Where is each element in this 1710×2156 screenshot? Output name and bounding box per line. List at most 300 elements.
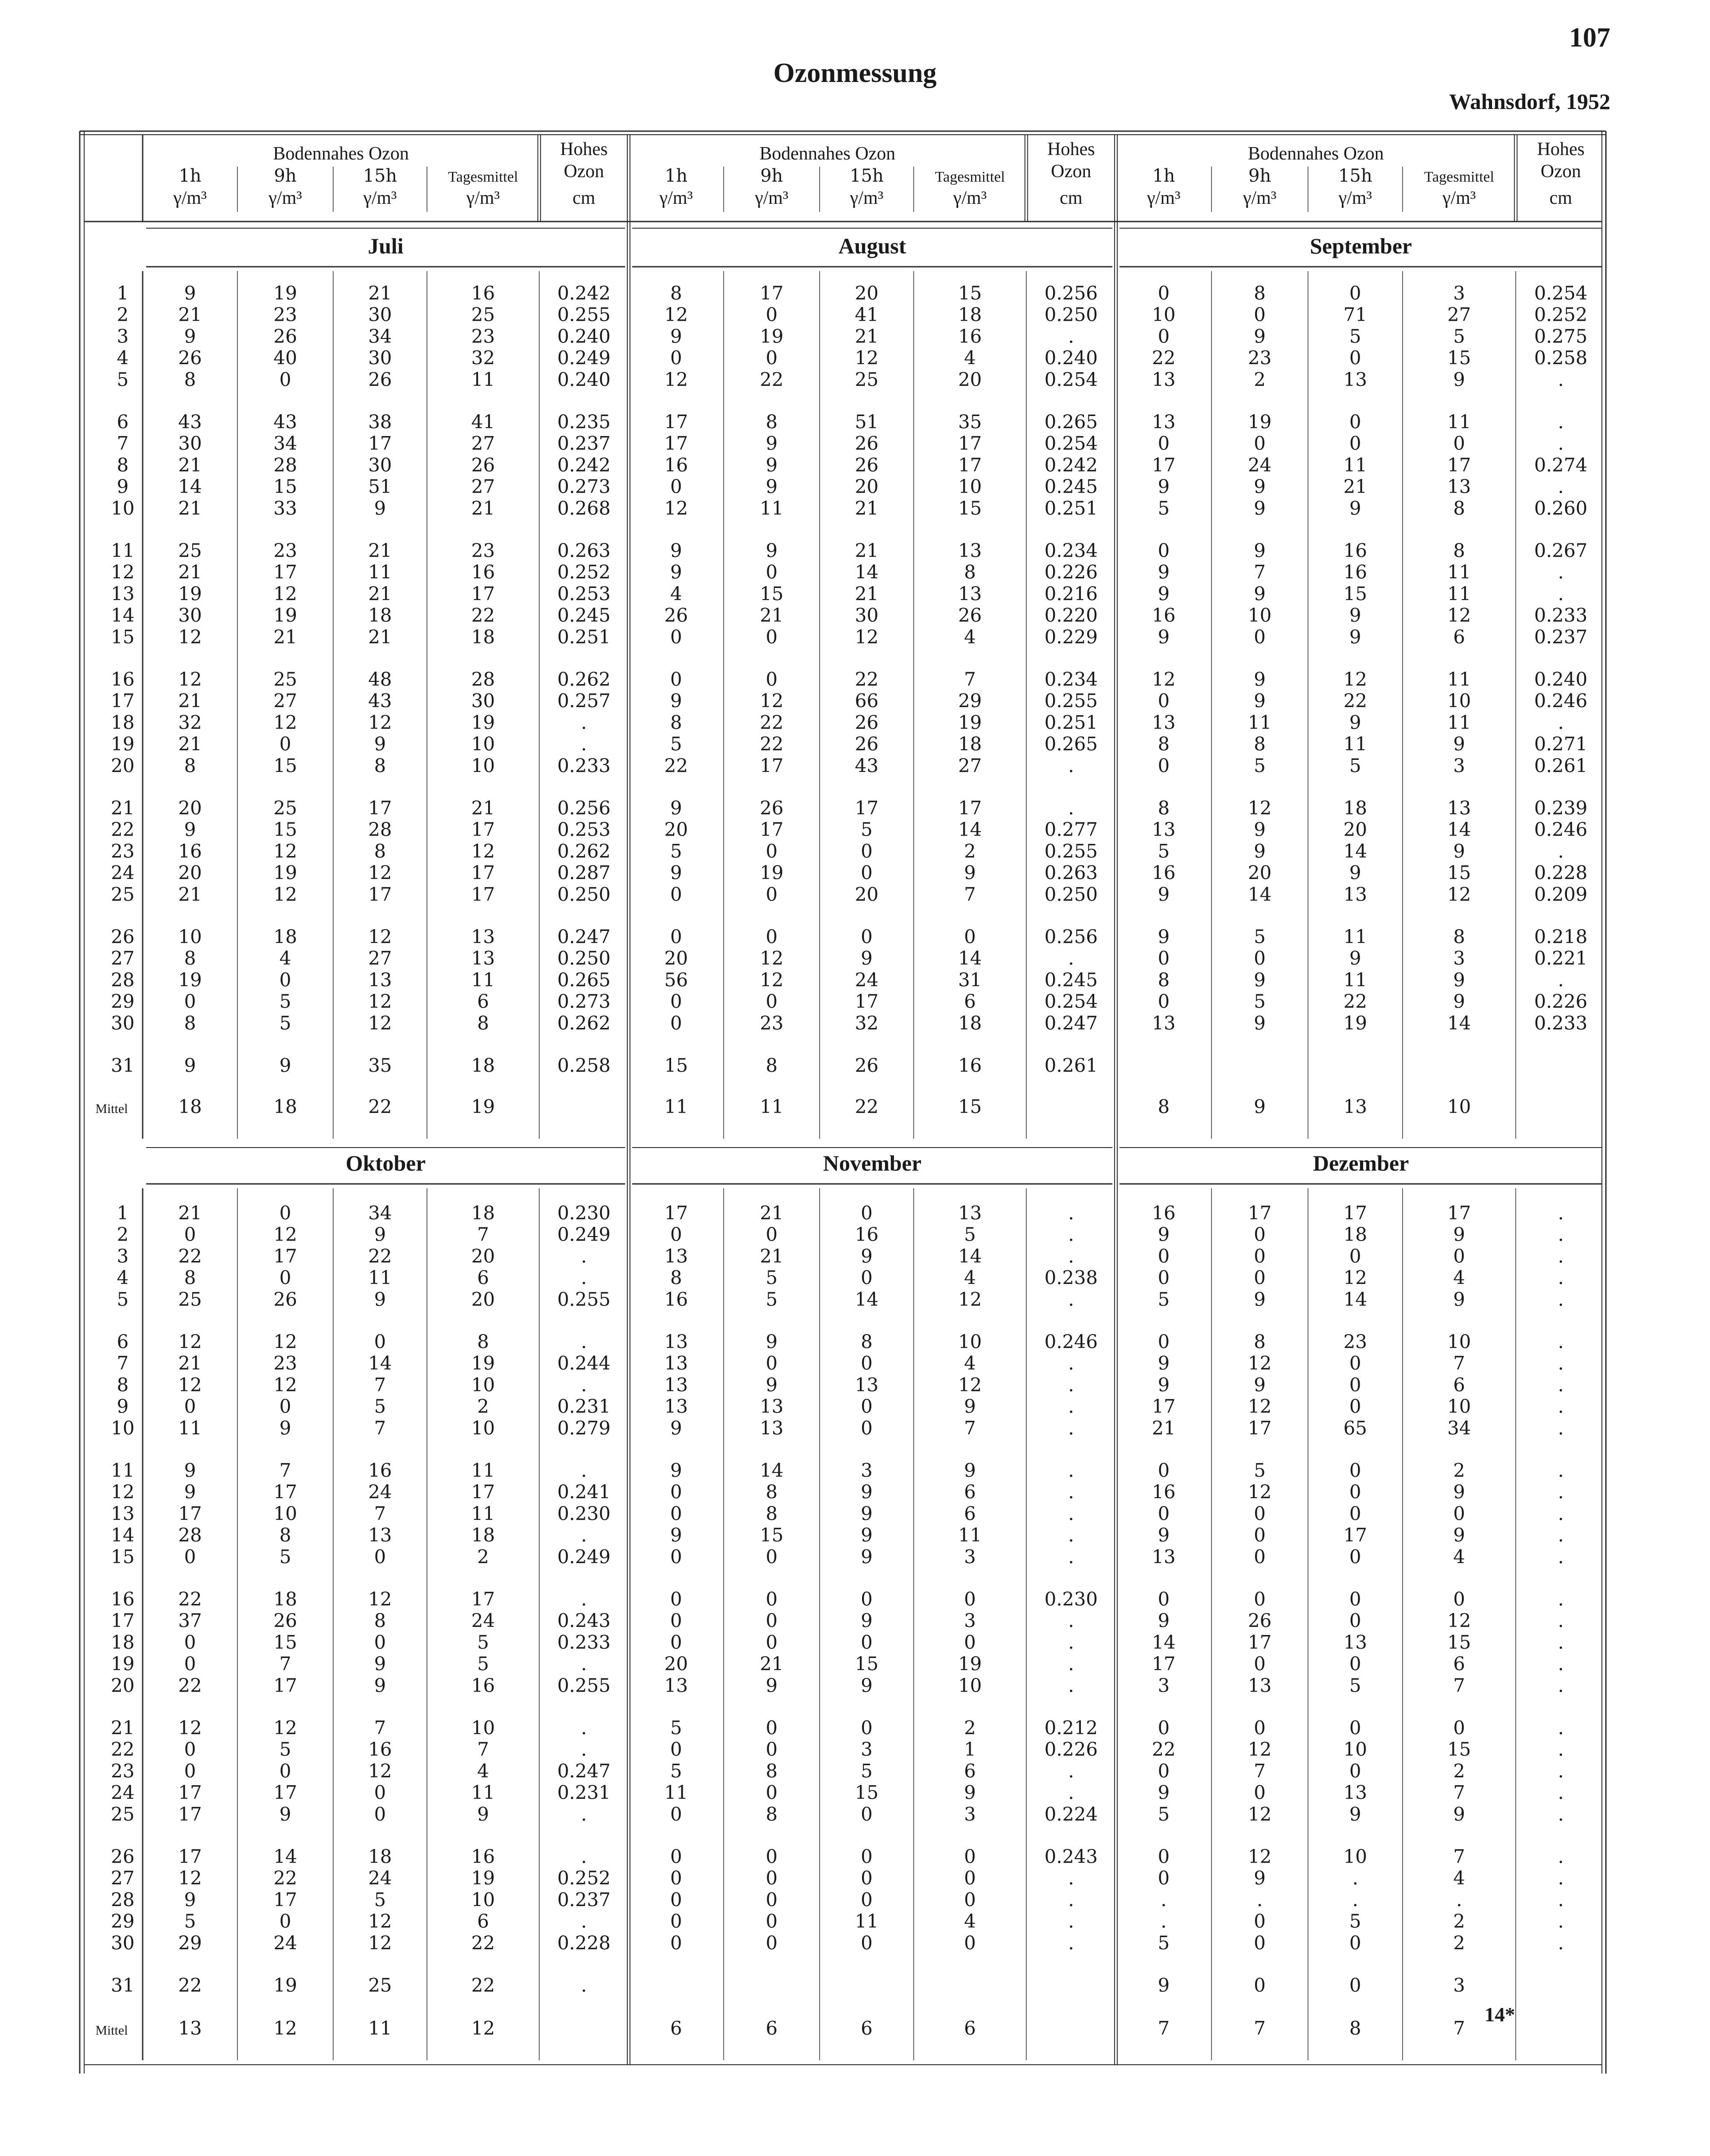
ozone-value: 11	[1343, 733, 1368, 755]
ozone-value: 21	[178, 497, 202, 519]
ozone-value: 0	[670, 1545, 682, 1568]
day-label: 31	[111, 1055, 135, 1076]
ozone-value: 8	[860, 1331, 873, 1353]
ozone-value: 26	[664, 604, 688, 627]
ozone-value: 7	[477, 1738, 489, 1760]
ozone-value: 0	[670, 1631, 682, 1653]
ozone-value: 11	[1343, 969, 1368, 991]
ozone-value: 9	[374, 1674, 386, 1697]
ozone-value: 0	[670, 668, 682, 690]
ozone-value: 12	[958, 1374, 982, 1396]
hohes-ozon-value: .	[1558, 475, 1564, 498]
ozone-value: 5	[1158, 1932, 1170, 1954]
ozone-value: 12	[1447, 883, 1471, 905]
day-label: 22	[111, 1738, 135, 1760]
ozone-value: 0	[1453, 1588, 1465, 1610]
ozone-value: 9	[374, 1653, 386, 1675]
monthly-mean: 7	[1453, 2017, 1465, 2039]
ozone-value: 0	[964, 1932, 976, 1954]
ozone-value: 0	[279, 368, 291, 390]
ozone-value: 14	[855, 1288, 879, 1310]
ozone-value: 0	[1158, 1717, 1170, 1739]
ozone-value: 9	[1158, 1610, 1170, 1632]
ozone-value: 0	[670, 1803, 682, 1825]
ozone-value: 17	[664, 432, 688, 455]
ozone-value: 0	[964, 1867, 976, 1889]
ozone-value: 9	[1349, 862, 1361, 884]
ozone-value: 10	[1248, 604, 1272, 627]
ozone-value: 19	[760, 862, 784, 884]
ozone-value: 9	[184, 818, 196, 841]
ozone-value: 0	[1453, 1717, 1465, 1739]
hohes-ozon-value: .	[1068, 1867, 1074, 1889]
ozone-value: 12	[760, 969, 784, 991]
ozone-value: 10	[471, 755, 495, 777]
ozone-value: 0	[670, 1223, 682, 1245]
ozone-value: 0	[1158, 690, 1170, 712]
ozone-value: 0	[184, 990, 196, 1012]
column-caption-1h: 1h	[179, 166, 202, 186]
ozone-value: 13	[958, 583, 982, 605]
hohes-ozon-value: 0.250	[557, 883, 611, 905]
ozone-value: 5	[279, 1545, 291, 1568]
ozone-value: 17	[1248, 1202, 1272, 1224]
ozone-value: 0	[1254, 1588, 1266, 1610]
ozone-value: 12	[855, 347, 879, 369]
ozone-value: 22	[760, 368, 784, 390]
ozone-value: 9	[184, 1459, 196, 1481]
ozone-value: 12	[1343, 668, 1368, 690]
hohes-ozon-value: 0.233	[557, 1631, 611, 1653]
ozone-value: 4	[670, 583, 682, 605]
ozone-value: 16	[178, 840, 202, 862]
ozone-value: 11	[855, 1910, 879, 1932]
ozone-value: 17	[273, 1674, 297, 1697]
hohes-ozon-value: .	[1558, 432, 1564, 455]
ozone-value: 17	[178, 1845, 202, 1868]
ozone-value: 10	[958, 1331, 982, 1353]
ozone-value: 29	[958, 690, 982, 712]
ozone-value: 5	[1349, 755, 1361, 777]
ozone-value: 10	[1343, 1845, 1368, 1868]
ozone-value: 0	[766, 1845, 778, 1868]
ozone-value: 17	[471, 862, 495, 884]
ozone-value: 2	[1453, 1910, 1465, 1932]
ozone-value: 13	[664, 1352, 688, 1374]
ozone-value: 9	[1453, 840, 1465, 862]
ozone-value: 16	[471, 1845, 495, 1868]
hohes-ozon-value: .	[1558, 1288, 1564, 1310]
ozone-value: 0	[766, 1610, 778, 1632]
ozone-value: 9	[1254, 1867, 1266, 1889]
hohes-ozon-value: .	[1068, 1352, 1074, 1374]
ozone-value: 7	[1453, 1845, 1465, 1868]
ozone-value: 38	[368, 411, 392, 433]
ozone-value: 4	[1453, 1867, 1465, 1889]
ozone-value: 9	[860, 1545, 873, 1568]
hohes-ozon-value: .	[1068, 1395, 1074, 1417]
ozone-value: 7	[1254, 1760, 1266, 1782]
ozone-value: 0	[1254, 432, 1266, 455]
ozone-value: 9	[1158, 883, 1170, 905]
hohes-ozon-value: .	[1558, 1910, 1564, 1932]
day-label: 15	[111, 626, 135, 648]
ozone-value: 16	[958, 1055, 982, 1076]
day-label: 24	[111, 862, 135, 884]
ozone-value: 9	[1254, 325, 1266, 347]
hohes-ozon-value: .	[1068, 1202, 1074, 1224]
ozone-value: 4	[964, 1352, 976, 1374]
ozone-value: 16	[471, 561, 495, 583]
ozone-value: 26	[368, 368, 392, 390]
ozone-value: 9	[1254, 475, 1266, 498]
day-label: 2	[117, 304, 129, 326]
column-unit: γ/m³	[659, 188, 693, 208]
header-hohes: Hohes	[560, 139, 608, 160]
mittel-label: Mittel	[95, 1101, 128, 1116]
ozone-value: 9	[1254, 969, 1266, 991]
hohes-ozon-value: 0.247	[557, 1760, 611, 1782]
ozone-value: 4	[279, 947, 291, 969]
hohes-ozon-value: 0.253	[557, 583, 611, 605]
monthly-mean: 15	[958, 1096, 982, 1117]
ozone-value: 8	[1254, 282, 1266, 304]
ozone-value: .	[1161, 1910, 1167, 1932]
ozone-value: 0	[1254, 947, 1266, 969]
ozone-value: 6	[477, 1267, 489, 1289]
ozone-value: 9	[1254, 1374, 1266, 1396]
hohes-ozon-value: 0.230	[557, 1202, 611, 1224]
ozone-value: 22	[178, 1974, 202, 1996]
ozone-value: 5	[1254, 990, 1266, 1012]
ozone-value: 11	[471, 1782, 495, 1804]
mittel-label: Mittel	[95, 2023, 128, 2038]
ozone-value: 22	[760, 711, 784, 733]
ozone-value: 9	[374, 497, 386, 519]
hohes-ozon-value: .	[581, 1588, 587, 1610]
ozone-value: 11	[1447, 711, 1471, 733]
day-label: 17	[111, 1610, 135, 1632]
ozone-value: 9	[1254, 668, 1266, 690]
day-label: 3	[117, 1245, 129, 1267]
ozone-value: 9	[279, 1417, 291, 1439]
day-label: 11	[111, 1459, 135, 1481]
ozone-value: 15	[273, 755, 297, 777]
ozone-value: 13	[855, 1374, 879, 1396]
hohes-ozon-value: 0.245	[557, 604, 611, 627]
ozone-value: 27	[958, 755, 982, 777]
ozone-value: 14	[368, 1352, 392, 1374]
ozone-value: 48	[368, 668, 392, 690]
ozone-value: 16	[471, 282, 495, 304]
hohes-ozon-value: .	[581, 1267, 587, 1289]
ozone-value: 5	[374, 1888, 386, 1911]
hohes-ozon-value: .	[1558, 1374, 1564, 1396]
ozone-value: 20	[471, 1245, 495, 1267]
ozone-value: 19	[178, 583, 202, 605]
ozone-value: 9	[1349, 947, 1361, 969]
ozone-value: 0	[860, 1717, 873, 1739]
ozone-value: 8	[1158, 797, 1170, 819]
ozone-value: 15	[958, 497, 982, 519]
ozone-value: 8	[1453, 497, 1465, 519]
month-name: Oktober	[346, 1151, 426, 1175]
ozone-value: 25	[273, 797, 297, 819]
ozone-value: 9	[766, 432, 778, 455]
ozone-value: 0	[279, 969, 291, 991]
ozone-value: 9	[374, 733, 386, 755]
hohes-ozon-value: .	[1558, 1845, 1564, 1868]
ozone-value: 0	[1349, 1502, 1361, 1525]
ozone-value: 0	[374, 1631, 386, 1653]
ozone-value: 26	[760, 797, 784, 819]
ozone-value: 25	[471, 304, 495, 326]
ozone-value: 11	[1343, 454, 1368, 476]
ozone-value: 0	[670, 990, 682, 1012]
ozone-value: 41	[471, 411, 495, 433]
ozone-value: 0	[1158, 1845, 1170, 1868]
ozone-value: 9	[1349, 497, 1361, 519]
monthly-mean: 10	[1447, 1096, 1471, 1117]
column-caption-tagesmittel: Tagesmittel	[1424, 169, 1494, 185]
hohes-ozon-value: .	[1558, 583, 1564, 605]
ozone-value: 5	[279, 1012, 291, 1034]
ozone-value: 25	[368, 1974, 392, 1996]
day-label: 1	[117, 282, 129, 304]
monthly-mean: 13	[178, 2017, 202, 2039]
ozone-value: 21	[178, 733, 202, 755]
ozone-value: .	[1352, 1867, 1358, 1889]
ozone-value: 0	[766, 1888, 778, 1911]
hohes-ozon-value: .	[581, 1653, 587, 1675]
ozone-value: 19	[178, 969, 202, 991]
ozone-value: 0	[1158, 1588, 1170, 1610]
ozone-value: 18	[958, 733, 982, 755]
hohes-ozon-value: 0.262	[557, 1012, 611, 1034]
ozone-value: 0	[860, 1803, 873, 1825]
ozone-value: 5	[860, 818, 873, 841]
ozone-value: 3	[860, 1459, 873, 1481]
ozone-value: 16	[664, 1288, 688, 1310]
ozone-value: 12	[1248, 1738, 1272, 1760]
hohes-ozon-value: 0.265	[1044, 733, 1098, 755]
hohes-ozon-value: 0.256	[557, 797, 611, 819]
ozone-value: 13	[1152, 1545, 1176, 1568]
hohes-ozon-value: 0.242	[557, 282, 611, 304]
monthly-mean: 6	[670, 2017, 682, 2039]
ozone-value: 0	[670, 1610, 682, 1632]
hohes-ozon-value: 0.263	[557, 540, 611, 561]
ozone-value: 0	[1254, 1223, 1266, 1245]
ozone-value: 2	[964, 1717, 976, 1739]
column-caption-1h: 1h	[665, 166, 688, 186]
ozone-value: 0	[964, 1631, 976, 1653]
hohes-ozon-value: 0.249	[557, 1545, 611, 1568]
ozone-value: 21	[760, 604, 784, 627]
ozone-value: 0	[1254, 1267, 1266, 1289]
ozone-value: 8	[1158, 733, 1170, 755]
ozone-value: 12	[273, 883, 297, 905]
ozone-value: 9	[184, 1055, 196, 1076]
ozone-value: 16	[368, 1459, 392, 1481]
ozone-value: 71	[1343, 304, 1368, 326]
ozone-value: 14	[1343, 840, 1368, 862]
ozone-value: 5	[1158, 840, 1170, 862]
ozone-value: 8	[670, 711, 682, 733]
ozone-value: 23	[471, 325, 495, 347]
ozone-value: 25	[178, 1288, 202, 1310]
ozone-value: 7	[374, 1717, 386, 1739]
ozone-value: 0	[766, 926, 778, 948]
ozone-value: 9	[1158, 926, 1170, 948]
hohes-ozon-value: 0.224	[1044, 1803, 1098, 1825]
header-ozon: Ozon	[564, 161, 604, 182]
ozone-value: 22	[664, 755, 688, 777]
ozone-value: 4	[964, 1910, 976, 1932]
ozone-value: 6	[1453, 626, 1465, 648]
hohes-ozon-value: 0.267	[1534, 540, 1588, 561]
ozone-value: 9	[964, 862, 976, 884]
ozone-value: 0	[860, 1352, 873, 1374]
ozone-value: 21	[178, 561, 202, 583]
hohes-ozon-value: .	[581, 1374, 587, 1396]
hohes-ozon-value: .	[1068, 1932, 1074, 1954]
ozone-value: 0	[1254, 1974, 1266, 1996]
ozone-value: 0	[374, 1331, 386, 1353]
ozone-value: 12	[273, 1223, 297, 1245]
ozone-value: 24	[1248, 454, 1272, 476]
ozone-value: 8	[766, 1760, 778, 1782]
ozone-value: 17	[855, 797, 879, 819]
hohes-ozon-value: 0.241	[557, 1481, 611, 1503]
day-label: 31	[111, 1974, 135, 1996]
hohes-ozon-value: .	[1068, 947, 1074, 969]
ozone-value: 19	[1343, 1012, 1368, 1034]
ozone-value: 10	[958, 475, 982, 498]
ozone-value: 9	[1254, 818, 1266, 841]
hohes-ozon-value: 0.246	[1534, 818, 1588, 841]
ozone-value: 32	[471, 347, 495, 369]
ozone-value: 10	[1447, 690, 1471, 712]
ozone-value: 0	[670, 1867, 682, 1889]
ozone-value: 12	[368, 711, 392, 733]
ozone-value: 9	[1254, 840, 1266, 862]
ozone-value: 17	[368, 432, 392, 455]
ozone-value: 0	[670, 1012, 682, 1034]
ozone-value: 12	[368, 862, 392, 884]
ozone-value: 8	[184, 368, 196, 390]
ozone-value: 9	[1453, 1223, 1465, 1245]
ozone-value: 0	[860, 1202, 873, 1224]
ozone-value: 18	[1343, 1223, 1368, 1245]
hohes-ozon-value: 0.271	[1534, 733, 1588, 755]
ozone-value: 0	[766, 1738, 778, 1760]
ozone-value: 10	[471, 1374, 495, 1396]
ozone-value: 12	[855, 626, 879, 648]
monthly-mean: 6	[766, 2017, 778, 2039]
ozone-value: 0	[766, 840, 778, 862]
hohes-ozon-value: .	[1558, 1459, 1564, 1481]
ozone-value: 0	[1349, 1395, 1361, 1417]
column-caption-tagesmittel: Tagesmittel	[448, 169, 518, 185]
hohes-ozon-value: 0.257	[557, 690, 611, 712]
ozone-value: 65	[1343, 1417, 1368, 1439]
ozone-value: 34	[273, 432, 297, 455]
ozone-value: 12	[1248, 1395, 1272, 1417]
monthly-mean: 8	[1349, 2017, 1361, 2039]
ozone-value: 25	[855, 368, 879, 390]
hohes-ozon-value: .	[581, 733, 587, 755]
day-label: 7	[117, 432, 129, 455]
ozone-value: 10	[273, 1502, 297, 1525]
ozone-value: 14	[1447, 818, 1471, 841]
ozone-value: 0	[1158, 1867, 1170, 1889]
hohes-ozon-value: .	[1558, 1653, 1564, 1675]
hohes-ozon-value: .	[581, 1459, 587, 1481]
ozone-value: 21	[368, 583, 392, 605]
hohes-ozon-value: 0.262	[557, 840, 611, 862]
ozone-value: 0	[1254, 1502, 1266, 1525]
ozone-value: 17	[1152, 1653, 1176, 1675]
ozone-value: 11	[1447, 583, 1471, 605]
ozone-value: 1	[964, 1738, 976, 1760]
ozone-value: 9	[1254, 1288, 1266, 1310]
ozone-value: 12	[1248, 1845, 1272, 1868]
ozone-value: 18	[958, 304, 982, 326]
ozone-value: 12	[368, 1910, 392, 1932]
ozone-value: 20	[664, 818, 688, 841]
ozone-value: 19	[273, 1974, 297, 1996]
ozone-value: 26	[855, 711, 879, 733]
ozone-value: 13	[664, 1245, 688, 1267]
ozone-value: 9	[1254, 540, 1266, 561]
monthly-mean: 12	[471, 2017, 495, 2039]
ozone-value: 25	[178, 540, 202, 561]
ozone-value: 6	[477, 990, 489, 1012]
ozone-value: 22	[368, 1245, 392, 1267]
hohes-ozon-value: 0.247	[1044, 1012, 1098, 1034]
ozone-value: 0	[766, 668, 778, 690]
ozone-value: 16	[471, 1674, 495, 1697]
monthly-mean: 11	[368, 2017, 392, 2039]
ozone-value: 11	[471, 1459, 495, 1481]
ozone-value: 41	[855, 304, 879, 326]
ozone-value: 4	[477, 1760, 489, 1782]
hohes-ozon-value: .	[1558, 1782, 1564, 1804]
ozone-value: 4	[964, 1267, 976, 1289]
ozone-value: 0	[860, 1867, 873, 1889]
ozone-value: 17	[1343, 1524, 1368, 1546]
ozone-value: 11	[664, 1782, 688, 1804]
ozone-value: 7	[1453, 1352, 1465, 1374]
ozone-value: 9	[1453, 1524, 1465, 1546]
monthly-mean: 8	[1158, 1096, 1170, 1117]
ozone-value: 0	[279, 1202, 291, 1224]
ozone-value: .	[1456, 1888, 1462, 1911]
ozone-value: 13	[664, 1331, 688, 1353]
hohes-ozon-value: 0.252	[557, 1867, 611, 1889]
ozone-value: 14	[1152, 1631, 1176, 1653]
hohes-ozon-value: .	[1558, 368, 1564, 390]
ozone-value: 11	[1447, 561, 1471, 583]
hohes-ozon-value: .	[1558, 1803, 1564, 1825]
column-unit: γ/m³	[466, 188, 500, 208]
ozone-value: 0	[860, 1417, 873, 1439]
ozone-value: 11	[1447, 411, 1471, 433]
ozone-value: 0	[374, 1545, 386, 1568]
ozone-value: 9	[860, 1502, 873, 1525]
day-label: 30	[111, 1932, 135, 1954]
